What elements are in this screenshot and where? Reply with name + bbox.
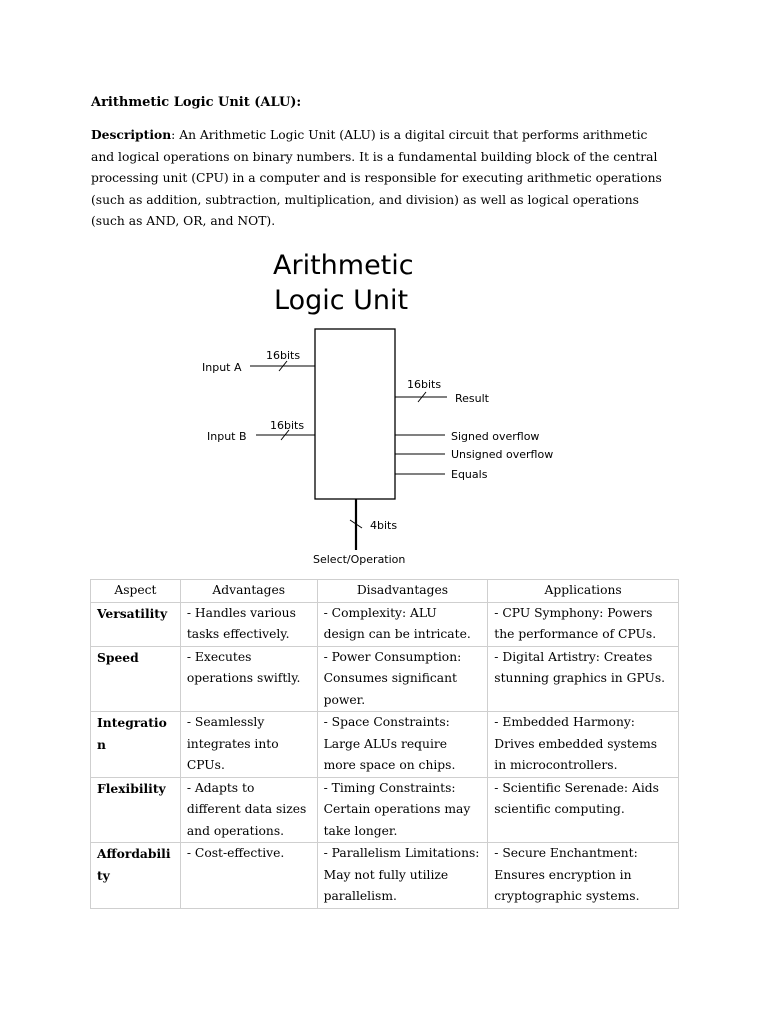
- cell-disadvantages: - Power Consumption: Consumes significant power.: [317, 646, 488, 712]
- comparison-table: [90, 579, 679, 909]
- select-width-label: 4bits: [370, 519, 398, 532]
- diagram-title-line2: Logic Unit: [274, 285, 409, 316]
- table-row: [91, 712, 679, 778]
- cell-disadvantages: - Complexity: ALU design can be intricate.: [317, 602, 488, 646]
- input-b-width-label: 16bits: [270, 419, 305, 432]
- cell-applications: - Digital Artistry: Creates stunning graphics in GPUs.: [488, 646, 679, 712]
- cell-applications: - Scientific Serenade: Aids scientific computing.: [488, 777, 679, 843]
- description-lead: Description: [91, 127, 172, 142]
- cell-advantages: - Adapts to different data sizes and operations.: [180, 777, 317, 843]
- description-line: processing unit (CPU) in a computer and is responsible for executing arithmetic operations: [91, 171, 662, 185]
- cell-advantages: - Handles various tasks effectively.: [180, 602, 317, 646]
- table-row: [91, 777, 679, 843]
- document-heading: Arithmetic Logic Unit (ALU):: [91, 95, 302, 110]
- select-label: Select/Operation: [313, 553, 406, 566]
- header-disadvantages: Disadvantages: [317, 580, 488, 603]
- header-advantages: Advantages: [180, 580, 317, 603]
- description-line: (such as AND, OR, and NOT).: [91, 214, 276, 228]
- cell-advantages: - Executes operations swiftly.: [180, 646, 317, 712]
- cell-applications: - Embedded Harmony: Drives embedded systems in microcontrollers.: [488, 712, 679, 778]
- cell-applications: - Secure Enchantment: Ensures encryption in cryptographic systems.: [488, 843, 679, 909]
- equals-label: Equals: [451, 468, 488, 481]
- cell-advantages: - Cost-effective.: [180, 843, 317, 909]
- input-a-label: Input A: [202, 361, 242, 374]
- result-width-label: 16bits: [407, 378, 442, 391]
- diagram-title-line1: Arithmetic: [273, 250, 414, 281]
- input-a-width-label: 16bits: [266, 349, 301, 362]
- cell-advantages: - Seamlessly integrates into CPUs.: [180, 712, 317, 778]
- description-line: and logical operations on binary numbers. It is a fundamental building block of the central: [91, 149, 658, 164]
- table-row: [91, 646, 679, 712]
- cell-applications: - CPU Symphony: Powers the performance of CPUs.: [488, 602, 679, 646]
- cell-aspect: Flexibility: [91, 777, 181, 843]
- table-header-row: [91, 580, 679, 603]
- header-aspect: Aspect: [91, 580, 181, 603]
- description-line: (such as addition, subtraction, multiplication, and division) as well as logical operations: [91, 192, 639, 207]
- unsigned-overflow-label: Unsigned overflow: [451, 448, 554, 461]
- signed-overflow-label: Signed overflow: [451, 430, 540, 443]
- table-row: [91, 602, 679, 646]
- table-row: [91, 843, 679, 909]
- input-b-label: Input B: [207, 430, 247, 443]
- cell-aspect: Affordability: [91, 843, 181, 909]
- cell-disadvantages: - Parallelism Limitations: May not fully utilize parallelism.: [317, 843, 488, 909]
- header-applications: Applications: [488, 580, 679, 603]
- result-label: Result: [455, 392, 489, 405]
- alu-block: [315, 329, 395, 499]
- cell-disadvantages: - Space Constraints: Large ALUs require more space on chips.: [317, 712, 488, 778]
- cell-aspect: Speed: [91, 646, 181, 712]
- cell-disadvantages: - Timing Constraints: Certain operations may take longer.: [317, 777, 488, 843]
- description-text: : An Arithmetic Logic Unit (ALU) is a digital circuit that performs arithmetic: [171, 128, 648, 142]
- cell-aspect: Versatility: [91, 602, 181, 646]
- cell-aspect: Integration: [91, 712, 181, 778]
